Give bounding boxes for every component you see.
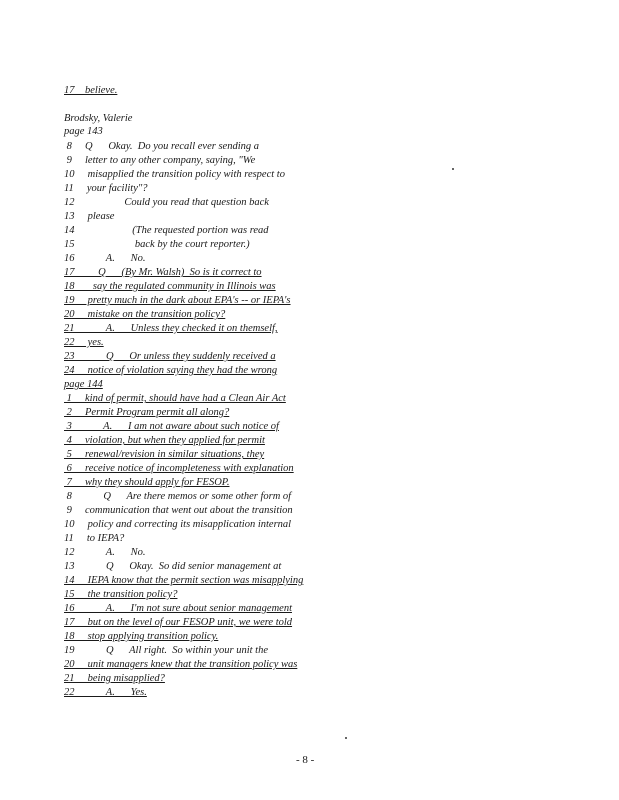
transcript-line: 17 but on the level of our FESOP unit, we were told	[64, 617, 293, 628]
transcript-line: page 144	[64, 379, 103, 390]
transcript-line: 4 violation, but when they applied for permit	[64, 435, 265, 446]
transcript-line: 8 Q Okay. Do you recall ever sending a	[64, 141, 259, 152]
transcript-line: 16 A. No.	[64, 253, 146, 264]
transcript-line: 14 (The requested portion was read	[64, 225, 269, 236]
transcript-line: 22 A. Yes.	[64, 687, 147, 698]
transcript-line: 9 communication that went out about the transition	[64, 505, 293, 516]
transcript-line: 11 your facility"?	[64, 183, 148, 194]
transcript-line: 15 back by the court reporter.)	[64, 239, 250, 250]
transcript-line: 5 renewal/revision in similar situations, they	[64, 449, 265, 460]
speck-mark	[345, 737, 347, 739]
page-number: - 8 -	[296, 754, 315, 766]
transcript-line: 22 yes.	[64, 337, 104, 348]
transcript-line: 12 A. No.	[64, 547, 146, 558]
transcript-line: 13 please	[64, 211, 115, 222]
transcript-line: 6 receive notice of incompleteness with explanation	[64, 463, 294, 474]
transcript-line: 20 unit managers knew that the transition policy was	[64, 659, 298, 670]
transcript-line: 15 the transition policy?	[64, 589, 178, 600]
transcript-line: 3 A. I am not aware about such notice of	[64, 421, 279, 432]
transcript-line: 13 Q Okay. So did senior management at	[64, 561, 282, 572]
transcript-line: page 143	[64, 126, 103, 137]
transcript-line: 17 ___ Q (By Mr. Walsh) So is it correct to	[64, 267, 262, 278]
transcript-line: 19 pretty much in the dark about EPA's -- or IEPA's	[64, 295, 291, 306]
speck-mark	[452, 168, 454, 170]
transcript-line: 14 IEPA know that the permit section was misapplying	[64, 575, 304, 586]
transcript-line: 18 __ say the regulated community in Illinois was	[64, 281, 276, 292]
transcript-line: 2 Permit Program permit all along?	[64, 407, 230, 418]
transcript-line: 19 Q All right. So within your unit the	[64, 645, 268, 656]
transcript-line: 10 misapplied the transition policy with respect to	[64, 169, 285, 180]
transcript-line: 24 notice of violation saying they had the wrong	[64, 365, 278, 376]
transcript-line: 18 stop applying transition policy.	[64, 631, 219, 642]
transcript-line: 12 Could you read that question back	[64, 197, 269, 208]
transcript-line: 1 kind of permit, should have had a Clean Air Act	[64, 393, 286, 404]
transcript-line: 7 why they should apply for FESOP.	[64, 477, 230, 488]
transcript-line: 16 A. I'm not sure about senior management	[64, 603, 292, 614]
transcript-line: 21 being misapplied?	[64, 673, 165, 684]
transcript-line: 9 letter to any other company, saying, "We	[64, 155, 256, 166]
transcript-line: 21 A. Unless they checked it on themself,	[64, 323, 278, 334]
transcript-line: 20 mistake on the transition policy?	[64, 309, 226, 320]
transcript-line: 10 policy and correcting its misapplication internal	[64, 519, 292, 530]
transcript-line: 23 Q Or unless they suddenly received a	[64, 351, 276, 362]
transcript-line: 11 to IEPA?	[64, 533, 125, 544]
transcript-line: Brodsky, Valerie	[64, 113, 133, 124]
transcript-line: 17 believe.	[64, 85, 118, 96]
transcript-line: 8 Q Are there memos or some other form of	[64, 491, 292, 502]
